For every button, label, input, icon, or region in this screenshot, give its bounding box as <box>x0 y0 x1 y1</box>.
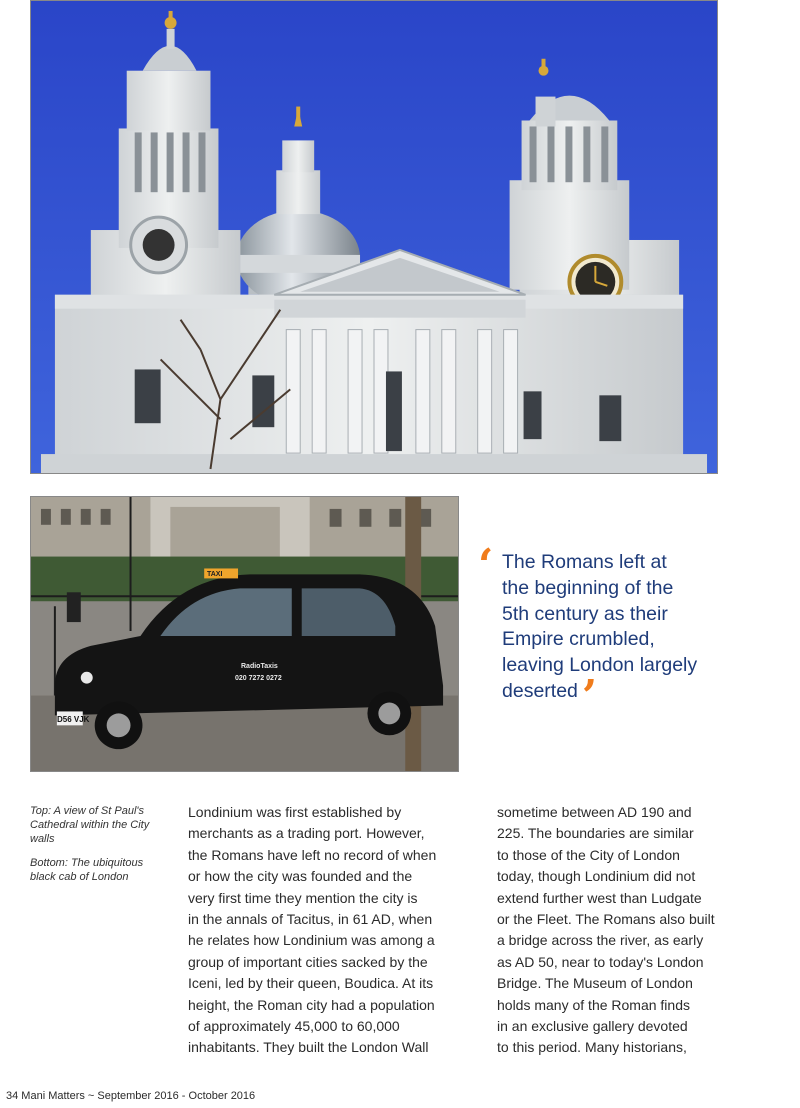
article-line: Bridge. The Museum of London <box>497 975 693 992</box>
photo-captions <box>30 804 158 894</box>
article-line: 225. The boundaries are similar <box>497 825 694 842</box>
cab-door-sign-line1: RadioTaxis <box>241 663 278 670</box>
pull-quote-line: deserted <box>502 679 578 702</box>
article-line: group of important cities sacked by the <box>188 953 428 970</box>
article-line: in the annals of Tacitus, in 61 AD, when <box>188 911 433 928</box>
article-column-2 <box>497 802 737 1059</box>
caption-bottom: Bottom: The ubiquitous black cab of London <box>30 857 144 883</box>
pull-quote <box>478 540 740 722</box>
article-line: he relates how Londinium was among a <box>188 932 435 949</box>
cab-license-plate: D56 VJK <box>57 715 90 724</box>
black-cab-illustration <box>31 497 458 771</box>
pull-quote-line-last: deserted’ <box>502 670 598 722</box>
pull-quote-line: Empire crumbled, <box>502 628 655 651</box>
article-line: merchants as a trading port. However, <box>188 825 425 842</box>
article-line: Iceni, led by their queen, Boudica. At its <box>188 975 434 992</box>
article-line: or the Fleet. The Romans also built <box>497 911 715 928</box>
pull-quote-line: The Romans left at <box>502 551 667 573</box>
pull-quote-line: the beginning of the <box>502 576 674 599</box>
page-footer: 34 Mani Matters ~ September 2016 - October 2016 <box>6 1090 256 1102</box>
article-line: very first time they mention the city is <box>188 889 418 906</box>
article-line: a bridge across the river, as early <box>497 932 704 949</box>
article-line: of approximately 45,000 to 60,000 <box>188 1018 400 1035</box>
article-line: as AD 50, near to today's London <box>497 953 704 970</box>
cathedral-illustration <box>31 1 717 473</box>
article-line: in an exclusive gallery devoted <box>497 1018 688 1035</box>
pull-quote-text <box>478 550 740 722</box>
black-cab-photo <box>30 496 459 772</box>
pull-quote-line: 5th century as their <box>502 602 668 625</box>
cab-door-sign-line2: 020 7272 0272 <box>235 675 282 682</box>
article-line: the Romans have left no record of when <box>188 846 437 863</box>
article-line: extend further west than Ludgate <box>497 889 702 906</box>
taxi-roof-sign: TAXI <box>207 571 223 578</box>
article-line: sometime between AD 190 and <box>497 804 692 820</box>
article-line: Londinium was first established by <box>188 804 402 820</box>
article-line: or how the city was founded and the <box>188 868 413 885</box>
caption-top: Top: A view of St Paul's Cathedral within the City walls <box>30 805 150 845</box>
article-line: to those of the City of London <box>497 846 680 863</box>
article-line: today, though Londinium did not <box>497 868 696 885</box>
pull-quote-line: leaving London largely <box>502 654 698 677</box>
article-line: to this period. Many historians, <box>497 1039 687 1056</box>
cathedral-photo <box>30 0 718 474</box>
article-column-1 <box>188 802 452 1059</box>
article-line: height, the Roman city had a population <box>188 996 435 1013</box>
article-line: inhabitants. They built the London Wall <box>188 1039 429 1056</box>
open-quote-mark: ‘ <box>478 540 494 591</box>
article-line: holds many of the Roman finds <box>497 996 690 1013</box>
